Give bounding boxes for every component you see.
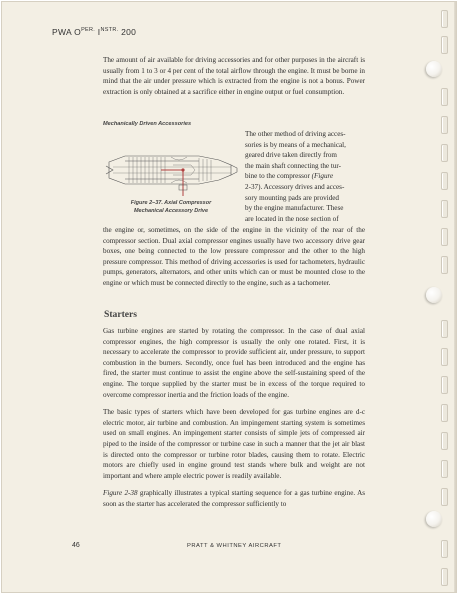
binder-tab bbox=[441, 540, 448, 558]
wrap-line bbox=[245, 171, 365, 182]
binder-tab bbox=[441, 228, 448, 246]
binder-hole bbox=[426, 511, 442, 527]
binder-tab bbox=[441, 432, 448, 450]
wrap-line: sories is by means of a mechanical, bbox=[245, 140, 346, 149]
mech-continuation-text: the engine or, sometimes, on the side of the engine in the vicinity of the rear of the compressor section. Dual axial compressor engines usually have two accessory drive gear boxes, one being connected to the low pressure compressor and the other to the high pressure compressor. This method of driving accessories is used for tachometers, hydraulic pumps, generators, alternators, and other units which can or must be mounted close to the engine or which must be connected directly to the engine, such as a tachometer. bbox=[103, 226, 365, 287]
caption-line-1: Figure 2–37. Axial Compressor bbox=[130, 200, 212, 206]
binder-tab bbox=[441, 116, 448, 134]
binder-tab bbox=[441, 172, 448, 190]
axial-compressor-drawing bbox=[103, 143, 239, 197]
binder-tab bbox=[441, 256, 448, 274]
header-mid: I bbox=[95, 27, 101, 37]
page-header bbox=[52, 27, 136, 37]
starters-paragraph-2: The basic types of starters which have been developed for gas turbine engines are d-c electric motor, air turbine and combustion. An impingement starting system is sometimes used on small engines. An impingement starter consists of simple jets of compressed air piped to the inside of the compressor or turbine case in such a manner that the jet air blast is directed onto the compressor or turbine rotor blades, causing them to rotate. Electric motors are chiefly used in engine ground test stands where bulk and weight are not important and where ample electric power is readily available. bbox=[103, 408, 365, 480]
header-sup-oper: PER. bbox=[81, 27, 96, 34]
binder-tab bbox=[441, 404, 448, 422]
binder-tab bbox=[441, 568, 448, 586]
mech-continuation bbox=[103, 225, 365, 289]
footer-publisher: PRATT & WHITNEY AIRCRAFT bbox=[187, 543, 282, 549]
intro-text: The amount of air available for driving accessories and for other purposes in the aircraft is usually from 1 to 3 or 4 per cent of the total airflow through the engine. It must be borne in mind that the air under pressure which is extracted from the engine is not a bonus. Power extraction is only obtained at a sacrifice either in engine output or fuel consumption. bbox=[103, 56, 365, 96]
caption-line-2: Mechanical Accessory Drive bbox=[133, 207, 209, 214]
binder-tab bbox=[441, 348, 448, 366]
binder-tab bbox=[441, 144, 448, 162]
wrap-line-text: bine to the compressor bbox=[245, 172, 310, 181]
header-number: 200 bbox=[118, 27, 137, 37]
mech-accessories-heading: Mechanically Driven Accessories bbox=[103, 121, 192, 127]
header-sup-instr: NSTR. bbox=[100, 27, 119, 34]
intro-paragraph bbox=[103, 55, 365, 97]
wrap-line: sory mounting pads are provided bbox=[245, 193, 339, 202]
figure-2-38-reference: Figure 2-38 bbox=[103, 489, 138, 498]
wrap-line: The other method of driving acces- bbox=[245, 130, 346, 138]
figure-2-37 bbox=[103, 143, 239, 215]
binder-tab bbox=[441, 200, 448, 218]
binder-hole bbox=[426, 61, 442, 77]
wrap-line: the main shaft connecting the tur- bbox=[245, 161, 342, 170]
header-prefix: PWA O bbox=[52, 27, 82, 37]
mech-wrap-text bbox=[245, 129, 365, 224]
binder-hole bbox=[426, 287, 442, 303]
wrap-line: geared drive taken directly from bbox=[245, 151, 337, 160]
binder-tab bbox=[441, 88, 448, 106]
starters-heading: Starters bbox=[104, 309, 138, 320]
binder-tab bbox=[441, 488, 448, 506]
wrap-line: are located in the nose section of bbox=[245, 214, 339, 223]
binder-tab bbox=[441, 36, 448, 54]
figure-caption bbox=[103, 200, 239, 215]
figure-reference: (Figure bbox=[311, 172, 334, 181]
binder-tab bbox=[441, 376, 448, 394]
wrap-line: 2-37). Accessory drives and acces- bbox=[245, 182, 345, 191]
starters-paragraph-1: Gas turbine engines are started by rotating the compressor. In the case of dual axial compressor engines, the high compressor is usually the only one rotated. First, it is necessary to accelerate the compressor to provide sufficient air, under pressure, to support combustion in the burners. Secondly, once fuel has been introduced and the engine has fired, the starter must continue to assist the engine above the self-sustaining speed of the engine. The torque supplied by the starter must be in excess of the torque required to overcome compressor inertia and the friction loads of the engine. bbox=[103, 327, 365, 399]
starters-body bbox=[103, 326, 365, 510]
wrap-line: by the engine manufacturer. These bbox=[245, 204, 344, 213]
binder-tab bbox=[441, 10, 448, 28]
binder-edge bbox=[454, 2, 457, 593]
manual-page bbox=[1, 1, 457, 593]
binder-tab bbox=[441, 460, 448, 478]
starters-paragraph-3 bbox=[103, 488, 365, 509]
binder-tab bbox=[441, 320, 448, 338]
page-number: 46 bbox=[72, 542, 80, 549]
starters-paragraph-3-text: graphically illustrates a typical starting sequence for a gas turbine engine. As soon as the starter has accelerated the compressor sufficiently to bbox=[103, 489, 366, 508]
